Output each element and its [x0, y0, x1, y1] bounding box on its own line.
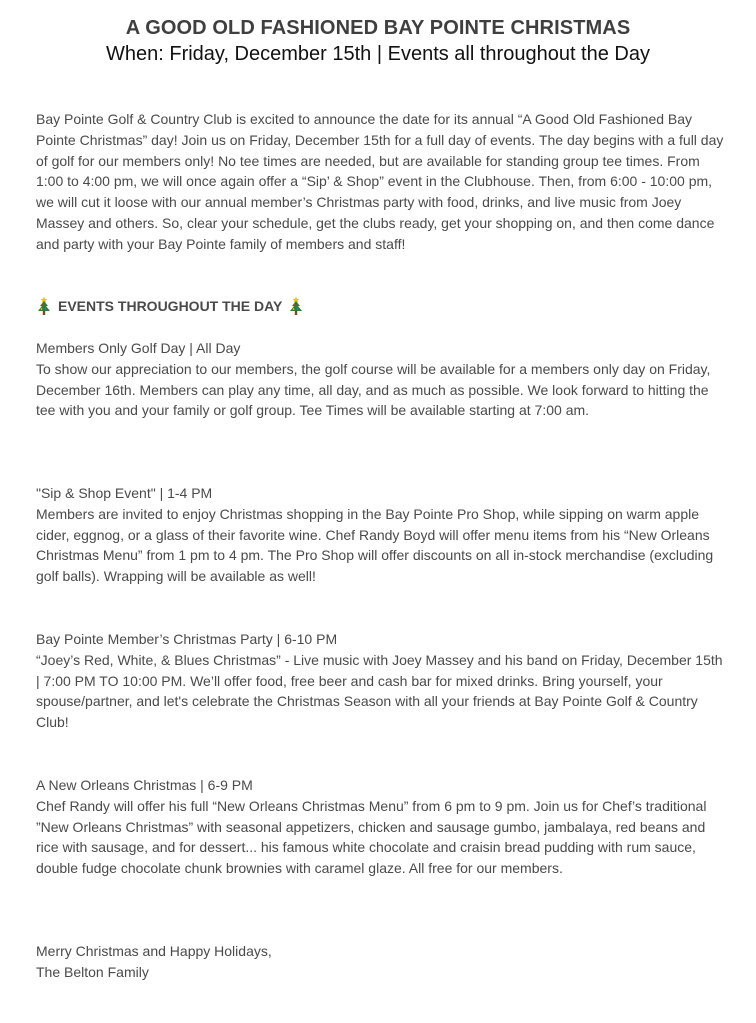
signoff [36, 941, 726, 983]
event-block [36, 338, 726, 421]
christmas-tree-icon [288, 296, 304, 316]
event-block [36, 483, 726, 587]
event-title: Bay Pointe Member’s Christmas Party | 6-10 PM [36, 631, 338, 647]
christmas-tree-icon [36, 296, 52, 316]
event-title: A New Orleans Christmas | 6-9 PM [36, 777, 253, 793]
page-header [0, 15, 756, 68]
event-description: Chef Randy will offer his full “New Orleans Christmas Menu” from 6 pm to 9 pm. Join us for Chef’s traditional ”New Orleans Christmas” with seasonal appetizers, chicken and sausage gumbo, jambalaya, red beans and rice with sausage, and for dessert... his famous white chocolate and craisin bread pudding with rum sauce, double fudge chocolate chunk brownies with caramel glaze. All free for our members. [36, 797, 707, 877]
signoff-greeting: Merry Christmas and Happy Holidays, [36, 943, 272, 959]
event-block [36, 775, 726, 879]
event-description: Members are invited to enjoy Christmas shopping in the Bay Pointe Pro Shop, while sipping on warm apple cider, eggnog, or a glass of their favorite wine. Chef Randy Boyd will offer menu items from his “New Orleans Christmas Menu” from 1 pm to 4 pm. The Pro Shop will offer discounts on all in-stock merchandise (excluding golf balls). Wrapping will be available as well! [36, 505, 714, 585]
events-heading-label: EVENTS THROUGHOUT THE DAY [58, 298, 283, 314]
event-date-subtitle: When: Friday, December 15th | Events all throughout the Day [106, 43, 650, 65]
intro-paragraph: Bay Pointe Golf & Country Club is excited to announce the date for its annual “A Good Old Fashioned Bay Pointe Christmas” day! Join us on Friday, December 15th for a full day of events. The day begins with a full day of golf for our members only! No tee times are needed, but are available for standing group tee times. From 1:00 to 4:00 pm, we will once again offer a “Sip’ & Shop” event in the Clubhouse. Then, from 6:00 - 10:00 pm, we will cut it loose with our annual member’s Christmas party with food, drinks, and live music from Joey Massey and others. So, clear your schedule, get the clubs ready, get your shopping on, and then come dance and party with your Bay Pointe family of members and staff! [36, 111, 724, 252]
event-description: “Joey’s Red, White, & Blues Christmas” - Live music with Joey Massey and his band on Friday, December 15th | 7:00 PM TO 10:00 PM. We’ll offer food, free beer and cash bar for mixed drinks. Bring yourself, your spouse/partner, and let's celebrate the Christmas Season with all your friends at Bay Pointe Golf & Country Club! [36, 651, 723, 731]
events-heading [36, 295, 304, 317]
event-description: To show our appreciation to our members, the golf course will be available for a members only day on Friday, December 16th. Members can play any time, all day, and as much as possible. We look forward to hitting the tee with you and your family or golf group. Tee Times will be available starting at 7:00 am. [36, 360, 711, 419]
signoff-signature: The Belton Family [36, 963, 149, 980]
page-title: A GOOD OLD FASHIONED BAY POINTE CHRISTMAS [125, 17, 631, 39]
announcement-body [36, 109, 726, 980]
event-title: "Sip & Shop Event" | 1-4 PM [36, 485, 213, 501]
event-block [36, 629, 726, 733]
event-title: Members Only Golf Day | All Day [36, 340, 241, 356]
